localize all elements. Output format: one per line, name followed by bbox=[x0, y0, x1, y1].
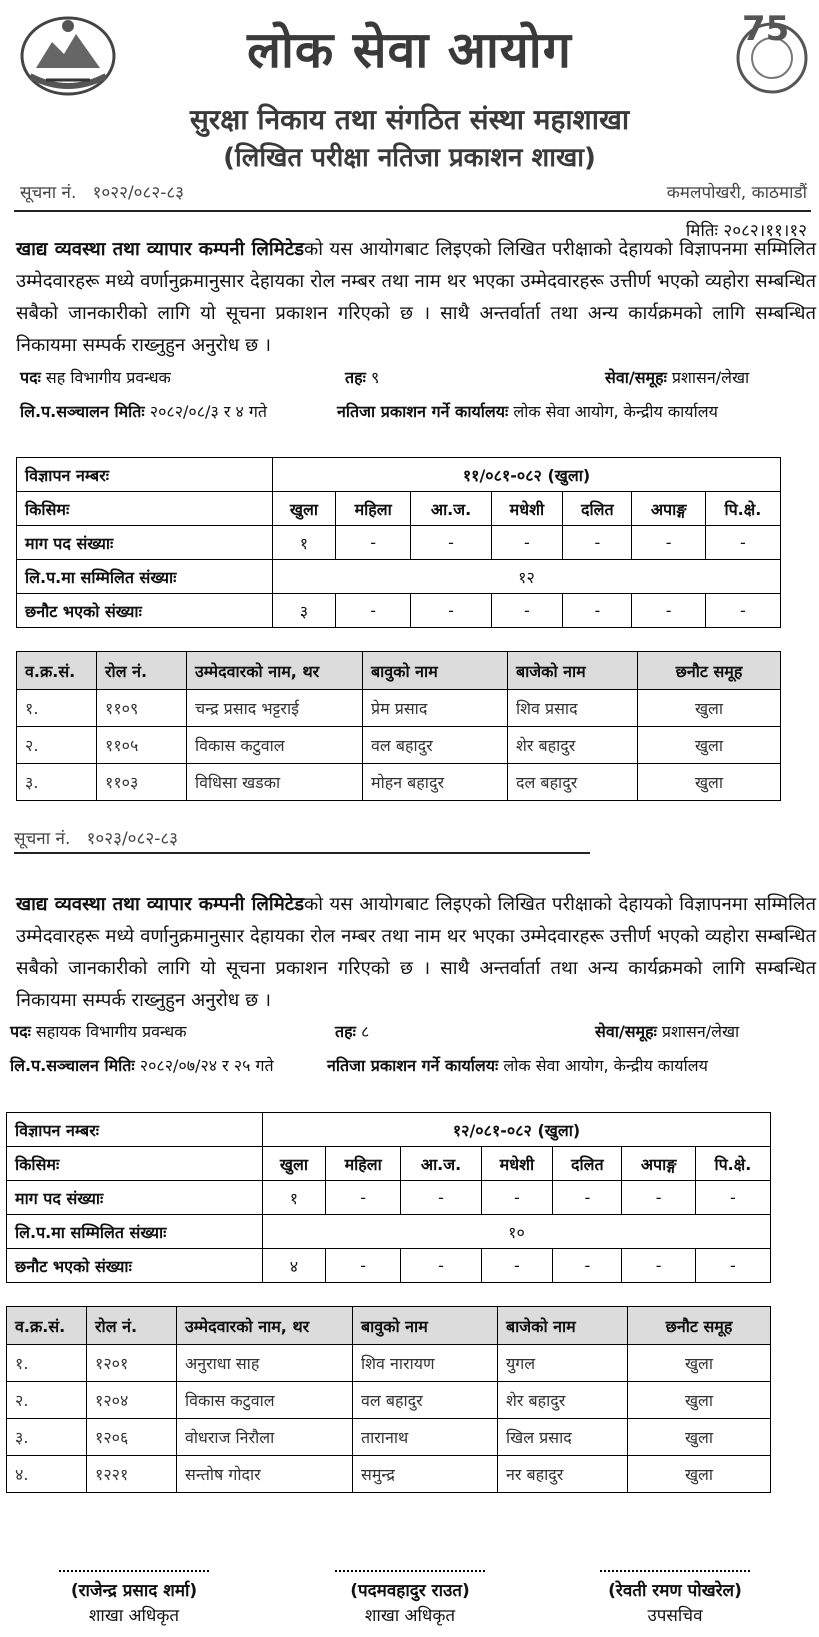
column-header: उम्मेदवारको नाम, थर bbox=[177, 1307, 353, 1345]
group-cell: खुला bbox=[638, 727, 781, 764]
serial-cell: १. bbox=[17, 690, 97, 727]
notice-number-1: सूचना नं. १०२२/०८२-८३ bbox=[20, 183, 185, 203]
office-location: कमलपोखरी, काठमाडौं bbox=[666, 183, 807, 203]
group-cell: खुला bbox=[638, 690, 781, 727]
service-field: सेवा/समूहः प्रशासन/लेखा bbox=[595, 1022, 740, 1041]
ad-number-label: विज्ञापन नम्बरः bbox=[7, 1113, 263, 1147]
signature-block-3 bbox=[565, 1570, 785, 1626]
type-header: खुला bbox=[263, 1147, 326, 1181]
selected-cell: - bbox=[563, 594, 632, 628]
notice-date: मितिः २०८२।११।१२ bbox=[685, 221, 807, 241]
demand-cell: - bbox=[411, 526, 491, 560]
ad-number-value: १२/०८१-०८२ (खुला) bbox=[263, 1113, 771, 1147]
notice-1-paragraph: खाद्य व्यवस्था तथा व्यापार कम्पनी लिमिटेडको यस आयोगबाट लिइएको लिखित परीक्षाको देहायको विज्ञापनमा सम्मिलित उम्मेदवारहरू मध्ये वर्णानुक्रमानुसार देहायका रोल नम्बर तथा नाम थर भएका उम्मेदवारहरू उत्तीर्ण भएको व्यहोरा सम्बन्धित सबैको जानकारीको लागि यो सूचना प्रकाशन गरिएको छ । साथै अन्तर्वार्ता तथा अन्य कार्यक्रमको लागि सम्बन्धित निकायमा सम्पर्क राख्नुहुन अनुरोध छ । bbox=[16, 239, 816, 356]
grandfather-name-cell: खिल प्रसाद bbox=[498, 1419, 628, 1456]
type-row bbox=[17, 492, 781, 526]
table-row bbox=[7, 1382, 771, 1419]
appeared-label: लि.प.मा सम्मिलित संख्याः bbox=[17, 560, 273, 594]
logo-75-text: 75 bbox=[742, 9, 790, 49]
appeared-row bbox=[17, 560, 781, 594]
table-row bbox=[7, 1345, 771, 1382]
service-field: सेवा/समूहः प्रशासन/लेखा bbox=[605, 368, 750, 387]
appeared-value: १२ bbox=[273, 560, 781, 594]
demand-cell: - bbox=[325, 1181, 401, 1215]
notice-number-2: सूचना नं. १०२३/०८२-८३ bbox=[14, 829, 179, 849]
results-header-row bbox=[17, 652, 781, 690]
signatory-designation: शाखा अधिकृत bbox=[364, 1606, 456, 1626]
selected-cell: - bbox=[695, 1249, 770, 1283]
demand-label: माग पद संख्याः bbox=[7, 1181, 263, 1215]
anniversary-75-logo bbox=[728, 6, 812, 98]
serial-cell: ३. bbox=[7, 1419, 87, 1456]
candidate-name-cell: सन्तोष गोदार bbox=[177, 1456, 353, 1493]
demand-label: माग पद संख्याः bbox=[17, 526, 273, 560]
type-header: आ.ज. bbox=[401, 1147, 481, 1181]
table-row bbox=[7, 1456, 771, 1493]
table-row bbox=[17, 690, 781, 727]
signature-block-2 bbox=[300, 1570, 520, 1626]
table-row bbox=[17, 764, 781, 801]
ad-number-value: ११/०८१-०८२ (खुला) bbox=[273, 458, 781, 492]
roll-cell: १२०४ bbox=[87, 1382, 177, 1419]
grandfather-name-cell: दल बहादुर bbox=[508, 764, 638, 801]
signature-line bbox=[335, 1570, 485, 1572]
roll-cell: १२०१ bbox=[87, 1345, 177, 1382]
type-label: किसिमः bbox=[7, 1147, 263, 1181]
ad-number-label: विज्ञापन नम्बरः bbox=[17, 458, 273, 492]
selected-cell: - bbox=[335, 594, 411, 628]
father-name-cell: प्रेम प्रसाद bbox=[363, 690, 508, 727]
selected-cell: - bbox=[622, 1249, 695, 1283]
type-header: दलित bbox=[563, 492, 632, 526]
candidate-name-cell: विधिसा खडका bbox=[187, 764, 363, 801]
serial-cell: ४. bbox=[7, 1456, 87, 1493]
candidate-name-cell: विकास कटुवाल bbox=[177, 1382, 353, 1419]
serial-cell: ३. bbox=[17, 764, 97, 801]
demand-cell: - bbox=[705, 526, 780, 560]
notice-2-paragraph: खाद्य व्यवस्था तथा व्यापार कम्पनी लिमिटेडको यस आयोगबाट लिइएको लिखित परीक्षाको देहायको विज्ञापनमा सम्मिलित उम्मेदवारहरू मध्ये वर्णानुक्रमानुसार देहायका रोल नम्बर तथा नाम थर भएका उम्मेदवारहरू उत्तीर्ण भएको व्यहोरा सम्बन्धित सबैको जानकारीको लागि यो सूचना प्रकाशन गरिएको छ । साथै अन्तर्वार्ता तथा अन्य कार्यक्रमको लागि सम्बन्धित निकायमा सम्पर्क राख्नुहुन अनुरोध छ । bbox=[16, 894, 816, 1011]
type-header: अपाङ्ग bbox=[622, 1147, 695, 1181]
post-field: पदः सहायक विभागीय प्रवन्धक bbox=[10, 1022, 187, 1041]
candidate-name-cell: अनुराधा साह bbox=[177, 1345, 353, 1382]
roll-cell: ११०५ bbox=[97, 727, 187, 764]
type-label: किसिमः bbox=[17, 492, 273, 526]
column-header: रोल नं. bbox=[87, 1307, 177, 1345]
exam-date-field: लि.प.सञ्चालन मितिः २०८२/०८/३ र ४ गते bbox=[20, 402, 268, 421]
demand-cell: १ bbox=[273, 526, 336, 560]
grandfather-name-cell: नर बहादुर bbox=[498, 1456, 628, 1493]
ad-number-row bbox=[7, 1113, 771, 1147]
table-row bbox=[7, 1419, 771, 1456]
selected-label: छनौट भएको संख्याः bbox=[7, 1249, 263, 1283]
column-header: छनौट समूह bbox=[638, 652, 781, 690]
appeared-label: लि.प.मा सम्मिलित संख्याः bbox=[7, 1215, 263, 1249]
grandfather-name-cell: शिव प्रसाद bbox=[508, 690, 638, 727]
type-header: पि.क्षे. bbox=[705, 492, 780, 526]
signatory-name: (राजेन्द्र प्रसाद शर्मा) bbox=[70, 1581, 198, 1601]
signatory-designation: उपसचिव bbox=[647, 1606, 703, 1626]
signature-block-1 bbox=[24, 1570, 244, 1626]
type-header: अपाङ्ग bbox=[632, 492, 705, 526]
father-name-cell: समुन्द्र bbox=[353, 1456, 498, 1493]
type-header: आ.ज. bbox=[411, 492, 491, 526]
results-header-row bbox=[7, 1307, 771, 1345]
column-header: व.क्र.सं. bbox=[7, 1307, 87, 1345]
father-name-cell: मोहन बहादुर bbox=[363, 764, 508, 801]
divider bbox=[14, 852, 590, 854]
demand-cell: - bbox=[622, 1181, 695, 1215]
grandfather-name-cell: शेर बहादुर bbox=[498, 1382, 628, 1419]
demand-cell: - bbox=[335, 526, 411, 560]
type-header: खुला bbox=[273, 492, 336, 526]
demand-cell: - bbox=[632, 526, 705, 560]
grandfather-name-cell: युगल bbox=[498, 1345, 628, 1382]
org-title: लोक सेवा आयोग bbox=[247, 21, 572, 79]
post-field: पदः सह विभागीय प्रवन्धक bbox=[20, 368, 171, 387]
level-field: तहः ८ bbox=[335, 1022, 370, 1041]
exam-date-field: लि.प.सञ्चालन मितिः २०८२/०७/२४ र २५ गते bbox=[10, 1056, 274, 1075]
level-field: तहः ९ bbox=[345, 368, 380, 387]
type-header: दलित bbox=[553, 1147, 622, 1181]
roll-cell: १२२१ bbox=[87, 1456, 177, 1493]
signature-line bbox=[59, 1570, 209, 1572]
demand-cell: - bbox=[553, 1181, 622, 1215]
group-cell: खुला bbox=[628, 1419, 771, 1456]
subtitle-division: सुरक्षा निकाय तथा संगठित संस्था महाशाखा bbox=[189, 103, 630, 136]
selected-row bbox=[7, 1249, 771, 1283]
selected-label: छनौट भएको संख्याः bbox=[17, 594, 273, 628]
candidate-name-cell: विकास कटुवाल bbox=[187, 727, 363, 764]
demand-cell: - bbox=[481, 1181, 553, 1215]
serial-cell: १. bbox=[7, 1345, 87, 1382]
signatory-name: (पदमवहादुर राउत) bbox=[350, 1581, 470, 1601]
selected-cell: - bbox=[325, 1249, 401, 1283]
advertisement-info-table-2 bbox=[6, 1112, 771, 1283]
divider bbox=[14, 210, 811, 212]
demand-row bbox=[17, 526, 781, 560]
demand-cell: - bbox=[401, 1181, 481, 1215]
ad-number-row bbox=[17, 458, 781, 492]
group-cell: खुला bbox=[628, 1456, 771, 1493]
column-header: बावुको नाम bbox=[353, 1307, 498, 1345]
column-header: व.क्र.सं. bbox=[17, 652, 97, 690]
column-header: उम्मेदवारको नाम, थर bbox=[187, 652, 363, 690]
group-cell: खुला bbox=[628, 1382, 771, 1419]
roll-cell: १२०६ bbox=[87, 1419, 177, 1456]
results-table-1 bbox=[16, 651, 781, 801]
signatory-name: (रेवती रमण पोखरेल) bbox=[608, 1581, 742, 1601]
candidate-name-cell: वोधराज निरौला bbox=[177, 1419, 353, 1456]
grandfather-name-cell: शेर बहादुर bbox=[508, 727, 638, 764]
selected-cell: ४ bbox=[263, 1249, 326, 1283]
selected-cell: ३ bbox=[273, 594, 336, 628]
candidate-name-cell: चन्द्र प्रसाद भट्टराई bbox=[187, 690, 363, 727]
column-header: बावुको नाम bbox=[363, 652, 508, 690]
selected-cell: - bbox=[705, 594, 780, 628]
selected-cell: - bbox=[481, 1249, 553, 1283]
father-name-cell: शिव नारायण bbox=[353, 1345, 498, 1382]
demand-cell: - bbox=[695, 1181, 770, 1215]
selected-cell: - bbox=[553, 1249, 622, 1283]
selected-row bbox=[17, 594, 781, 628]
advertisement-info-table-1 bbox=[16, 457, 781, 628]
type-header: मधेशी bbox=[491, 492, 563, 526]
results-table-2 bbox=[6, 1306, 771, 1493]
selected-cell: - bbox=[401, 1249, 481, 1283]
roll-cell: ११०९ bbox=[97, 690, 187, 727]
group-cell: खुला bbox=[638, 764, 781, 801]
demand-cell: १ bbox=[263, 1181, 326, 1215]
serial-cell: २. bbox=[7, 1382, 87, 1419]
selected-cell: - bbox=[632, 594, 705, 628]
type-header: महिला bbox=[335, 492, 411, 526]
demand-cell: - bbox=[563, 526, 632, 560]
appeared-value: १० bbox=[263, 1215, 771, 1249]
result-office-field: नतिजा प्रकाशन गर्ने कार्यालयः लोक सेवा आयोग, केन्द्रीय कार्यालय bbox=[337, 402, 718, 421]
demand-cell: - bbox=[491, 526, 563, 560]
selected-cell: - bbox=[491, 594, 563, 628]
father-name-cell: तारानाथ bbox=[353, 1419, 498, 1456]
roll-cell: ११०३ bbox=[97, 764, 187, 801]
result-office-field: नतिजा प्रकाशन गर्ने कार्यालयः लोक सेवा आयोग, केन्द्रीय कार्यालय bbox=[327, 1056, 708, 1075]
type-header: मधेशी bbox=[481, 1147, 553, 1181]
father-name-cell: वल बहादुर bbox=[363, 727, 508, 764]
column-header: बाजेको नाम bbox=[498, 1307, 628, 1345]
type-header: पि.क्षे. bbox=[695, 1147, 770, 1181]
group-cell: खुला bbox=[628, 1345, 771, 1382]
column-header: बाजेको नाम bbox=[508, 652, 638, 690]
signature-line bbox=[600, 1570, 750, 1572]
demand-row bbox=[7, 1181, 771, 1215]
type-header: महिला bbox=[325, 1147, 401, 1181]
signatory-designation: शाखा अधिकृत bbox=[88, 1606, 180, 1626]
subtitle-section: (लिखित परीक्षा नतिजा प्रकाशन शाखा) bbox=[223, 143, 596, 173]
appeared-row bbox=[7, 1215, 771, 1249]
father-name-cell: वल बहादुर bbox=[353, 1382, 498, 1419]
column-header: छनौट समूह bbox=[628, 1307, 771, 1345]
selected-cell: - bbox=[411, 594, 491, 628]
column-header: रोल नं. bbox=[97, 652, 187, 690]
serial-cell: २. bbox=[17, 727, 97, 764]
table-row bbox=[17, 727, 781, 764]
type-row bbox=[7, 1147, 771, 1181]
